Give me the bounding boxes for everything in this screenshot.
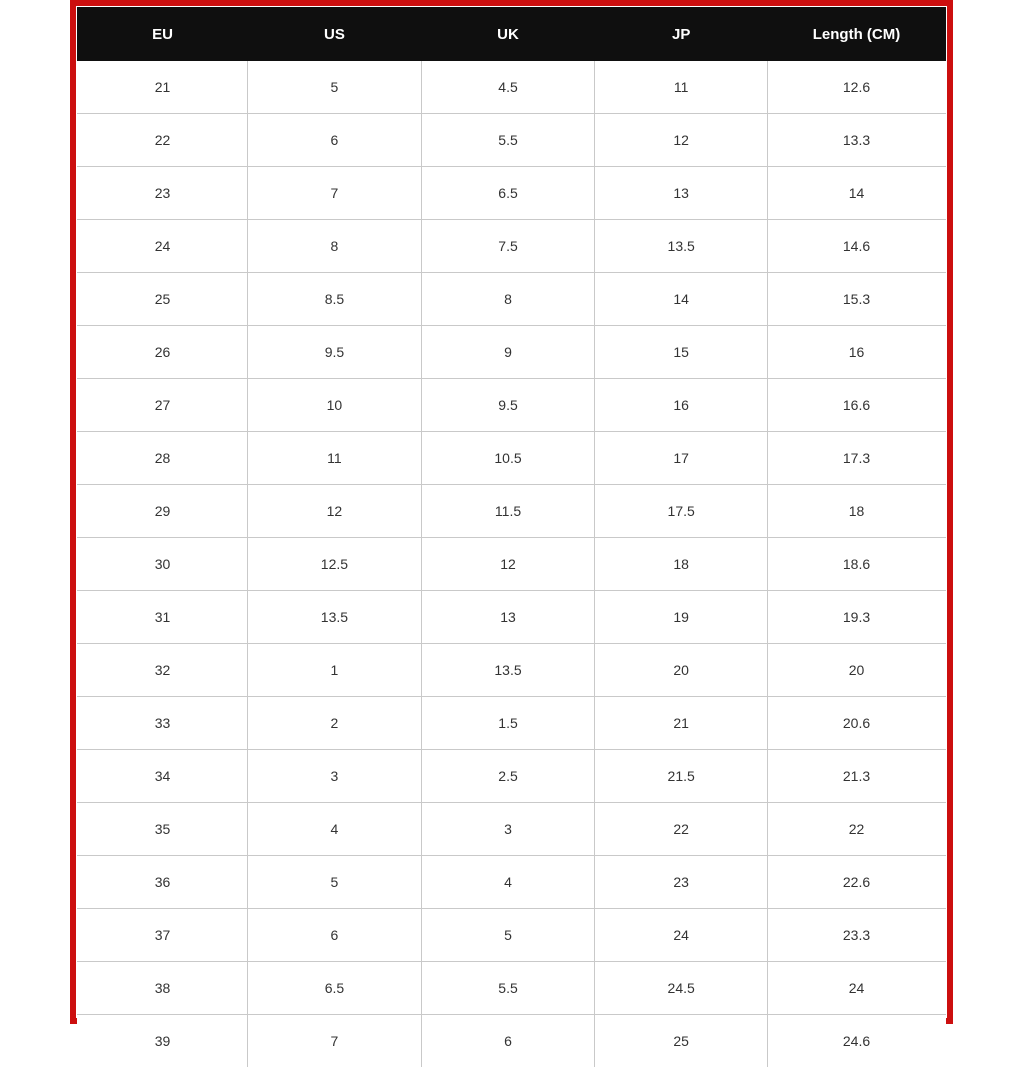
table-cell: 12.6: [768, 61, 946, 114]
table-cell: 18: [595, 538, 768, 591]
column-header-jp: JP: [595, 8, 768, 61]
table-cell: 7.5: [421, 220, 595, 273]
table-cell: 30: [78, 538, 248, 591]
table-cell: 22: [78, 114, 248, 167]
table-cell: 13: [421, 591, 595, 644]
table-cell: 2.5: [421, 750, 595, 803]
table-cell: 9: [421, 326, 595, 379]
table-cell: 11: [595, 61, 768, 114]
table-cell: 1: [248, 644, 422, 697]
column-header-us: US: [248, 8, 422, 61]
table-cell: 35: [78, 803, 248, 856]
table-cell: 36: [78, 856, 248, 909]
table-cell: 37: [78, 909, 248, 962]
table-cell: 3: [248, 750, 422, 803]
table-cell: 13.5: [595, 220, 768, 273]
table-cell: 4: [248, 803, 422, 856]
table-row: [78, 273, 946, 326]
table-cell: 21.5: [595, 750, 768, 803]
size-table-body: [78, 61, 946, 1068]
table-cell: 25: [78, 273, 248, 326]
table-cell: 7: [248, 167, 422, 220]
table-cell: 23: [595, 856, 768, 909]
table-row: [78, 61, 946, 114]
table-cell: 23: [78, 167, 248, 220]
table-cell: 18: [768, 485, 946, 538]
table-row: [78, 803, 946, 856]
table-row: [78, 167, 946, 220]
table-row: [78, 114, 946, 167]
table-row: [78, 750, 946, 803]
table-row: [78, 1015, 946, 1068]
table-cell: 39: [78, 1015, 248, 1068]
table-cell: 18.6: [768, 538, 946, 591]
table-cell: 20: [768, 644, 946, 697]
table-cell: 12.5: [248, 538, 422, 591]
table-cell: 13.3: [768, 114, 946, 167]
table-cell: 21: [78, 61, 248, 114]
table-cell: 12: [421, 538, 595, 591]
table-row: [78, 220, 946, 273]
column-header-length-cm: Length (CM): [768, 8, 946, 61]
table-cell: 2: [248, 697, 422, 750]
table-cell: 10: [248, 379, 422, 432]
table-cell: 13.5: [421, 644, 595, 697]
table-cell: 14.6: [768, 220, 946, 273]
table-cell: 20: [595, 644, 768, 697]
table-row: [78, 909, 946, 962]
table-cell: 24: [78, 220, 248, 273]
table-header-row: [78, 8, 946, 61]
table-cell: 34: [78, 750, 248, 803]
table-cell: 24: [768, 962, 946, 1015]
table-row: [78, 379, 946, 432]
table-cell: 6: [248, 114, 422, 167]
table-row: [78, 326, 946, 379]
table-cell: 14: [768, 167, 946, 220]
table-row: [78, 644, 946, 697]
table-cell: 9.5: [248, 326, 422, 379]
table-cell: 17.5: [595, 485, 768, 538]
table-cell: 4.5: [421, 61, 595, 114]
table-row: [78, 856, 946, 909]
table-cell: 27: [78, 379, 248, 432]
column-header-eu: EU: [78, 8, 248, 61]
table-cell: 19: [595, 591, 768, 644]
table-cell: 11: [248, 432, 422, 485]
table-cell: 20.6: [768, 697, 946, 750]
table-cell: 7: [248, 1015, 422, 1068]
table-cell: 4: [421, 856, 595, 909]
table-cell: 8.5: [248, 273, 422, 326]
table-cell: 19.3: [768, 591, 946, 644]
column-header-uk: UK: [421, 8, 595, 61]
table-cell: 6: [248, 909, 422, 962]
table-cell: 16: [595, 379, 768, 432]
table-cell: 9.5: [421, 379, 595, 432]
table-cell: 25: [595, 1015, 768, 1068]
table-row: [78, 591, 946, 644]
size-conversion-table: [77, 7, 946, 1068]
table-cell: 11.5: [421, 485, 595, 538]
table-cell: 38: [78, 962, 248, 1015]
table-cell: 14: [595, 273, 768, 326]
table-cell: 24.6: [768, 1015, 946, 1068]
table-cell: 8: [421, 273, 595, 326]
table-row: [78, 962, 946, 1015]
table-cell: 31: [78, 591, 248, 644]
table-row: [78, 697, 946, 750]
table-cell: 13: [595, 167, 768, 220]
table-cell: 8: [248, 220, 422, 273]
table-cell: 17: [595, 432, 768, 485]
table-cell: 5.5: [421, 962, 595, 1015]
table-cell: 12: [595, 114, 768, 167]
table-row: [78, 538, 946, 591]
table-cell: 5: [248, 61, 422, 114]
table-row: [78, 432, 946, 485]
table-cell: 6: [421, 1015, 595, 1068]
table-cell: 1.5: [421, 697, 595, 750]
table-cell: 24: [595, 909, 768, 962]
table-cell: 15: [595, 326, 768, 379]
table-cell: 13.5: [248, 591, 422, 644]
table-cell: 6.5: [421, 167, 595, 220]
table-cell: 5: [421, 909, 595, 962]
table-cell: 23.3: [768, 909, 946, 962]
table-cell: 16.6: [768, 379, 946, 432]
table-cell: 29: [78, 485, 248, 538]
table-cell: 32: [78, 644, 248, 697]
table-cell: 12: [248, 485, 422, 538]
table-cell: 28: [78, 432, 248, 485]
table-cell: 22.6: [768, 856, 946, 909]
table-cell: 26: [78, 326, 248, 379]
table-cell: 10.5: [421, 432, 595, 485]
table-cell: 21: [595, 697, 768, 750]
table-cell: 21.3: [768, 750, 946, 803]
table-cell: 22: [595, 803, 768, 856]
table-cell: 24.5: [595, 962, 768, 1015]
table-row: [78, 485, 946, 538]
table-cell: 16: [768, 326, 946, 379]
table-cell: 5: [248, 856, 422, 909]
table-cell: 22: [768, 803, 946, 856]
table-cell: 33: [78, 697, 248, 750]
table-cell: 17.3: [768, 432, 946, 485]
table-cell: 5.5: [421, 114, 595, 167]
table-cell: 15.3: [768, 273, 946, 326]
table-cell: 6.5: [248, 962, 422, 1015]
size-chart-frame: [70, 0, 953, 1024]
table-cell: 3: [421, 803, 595, 856]
